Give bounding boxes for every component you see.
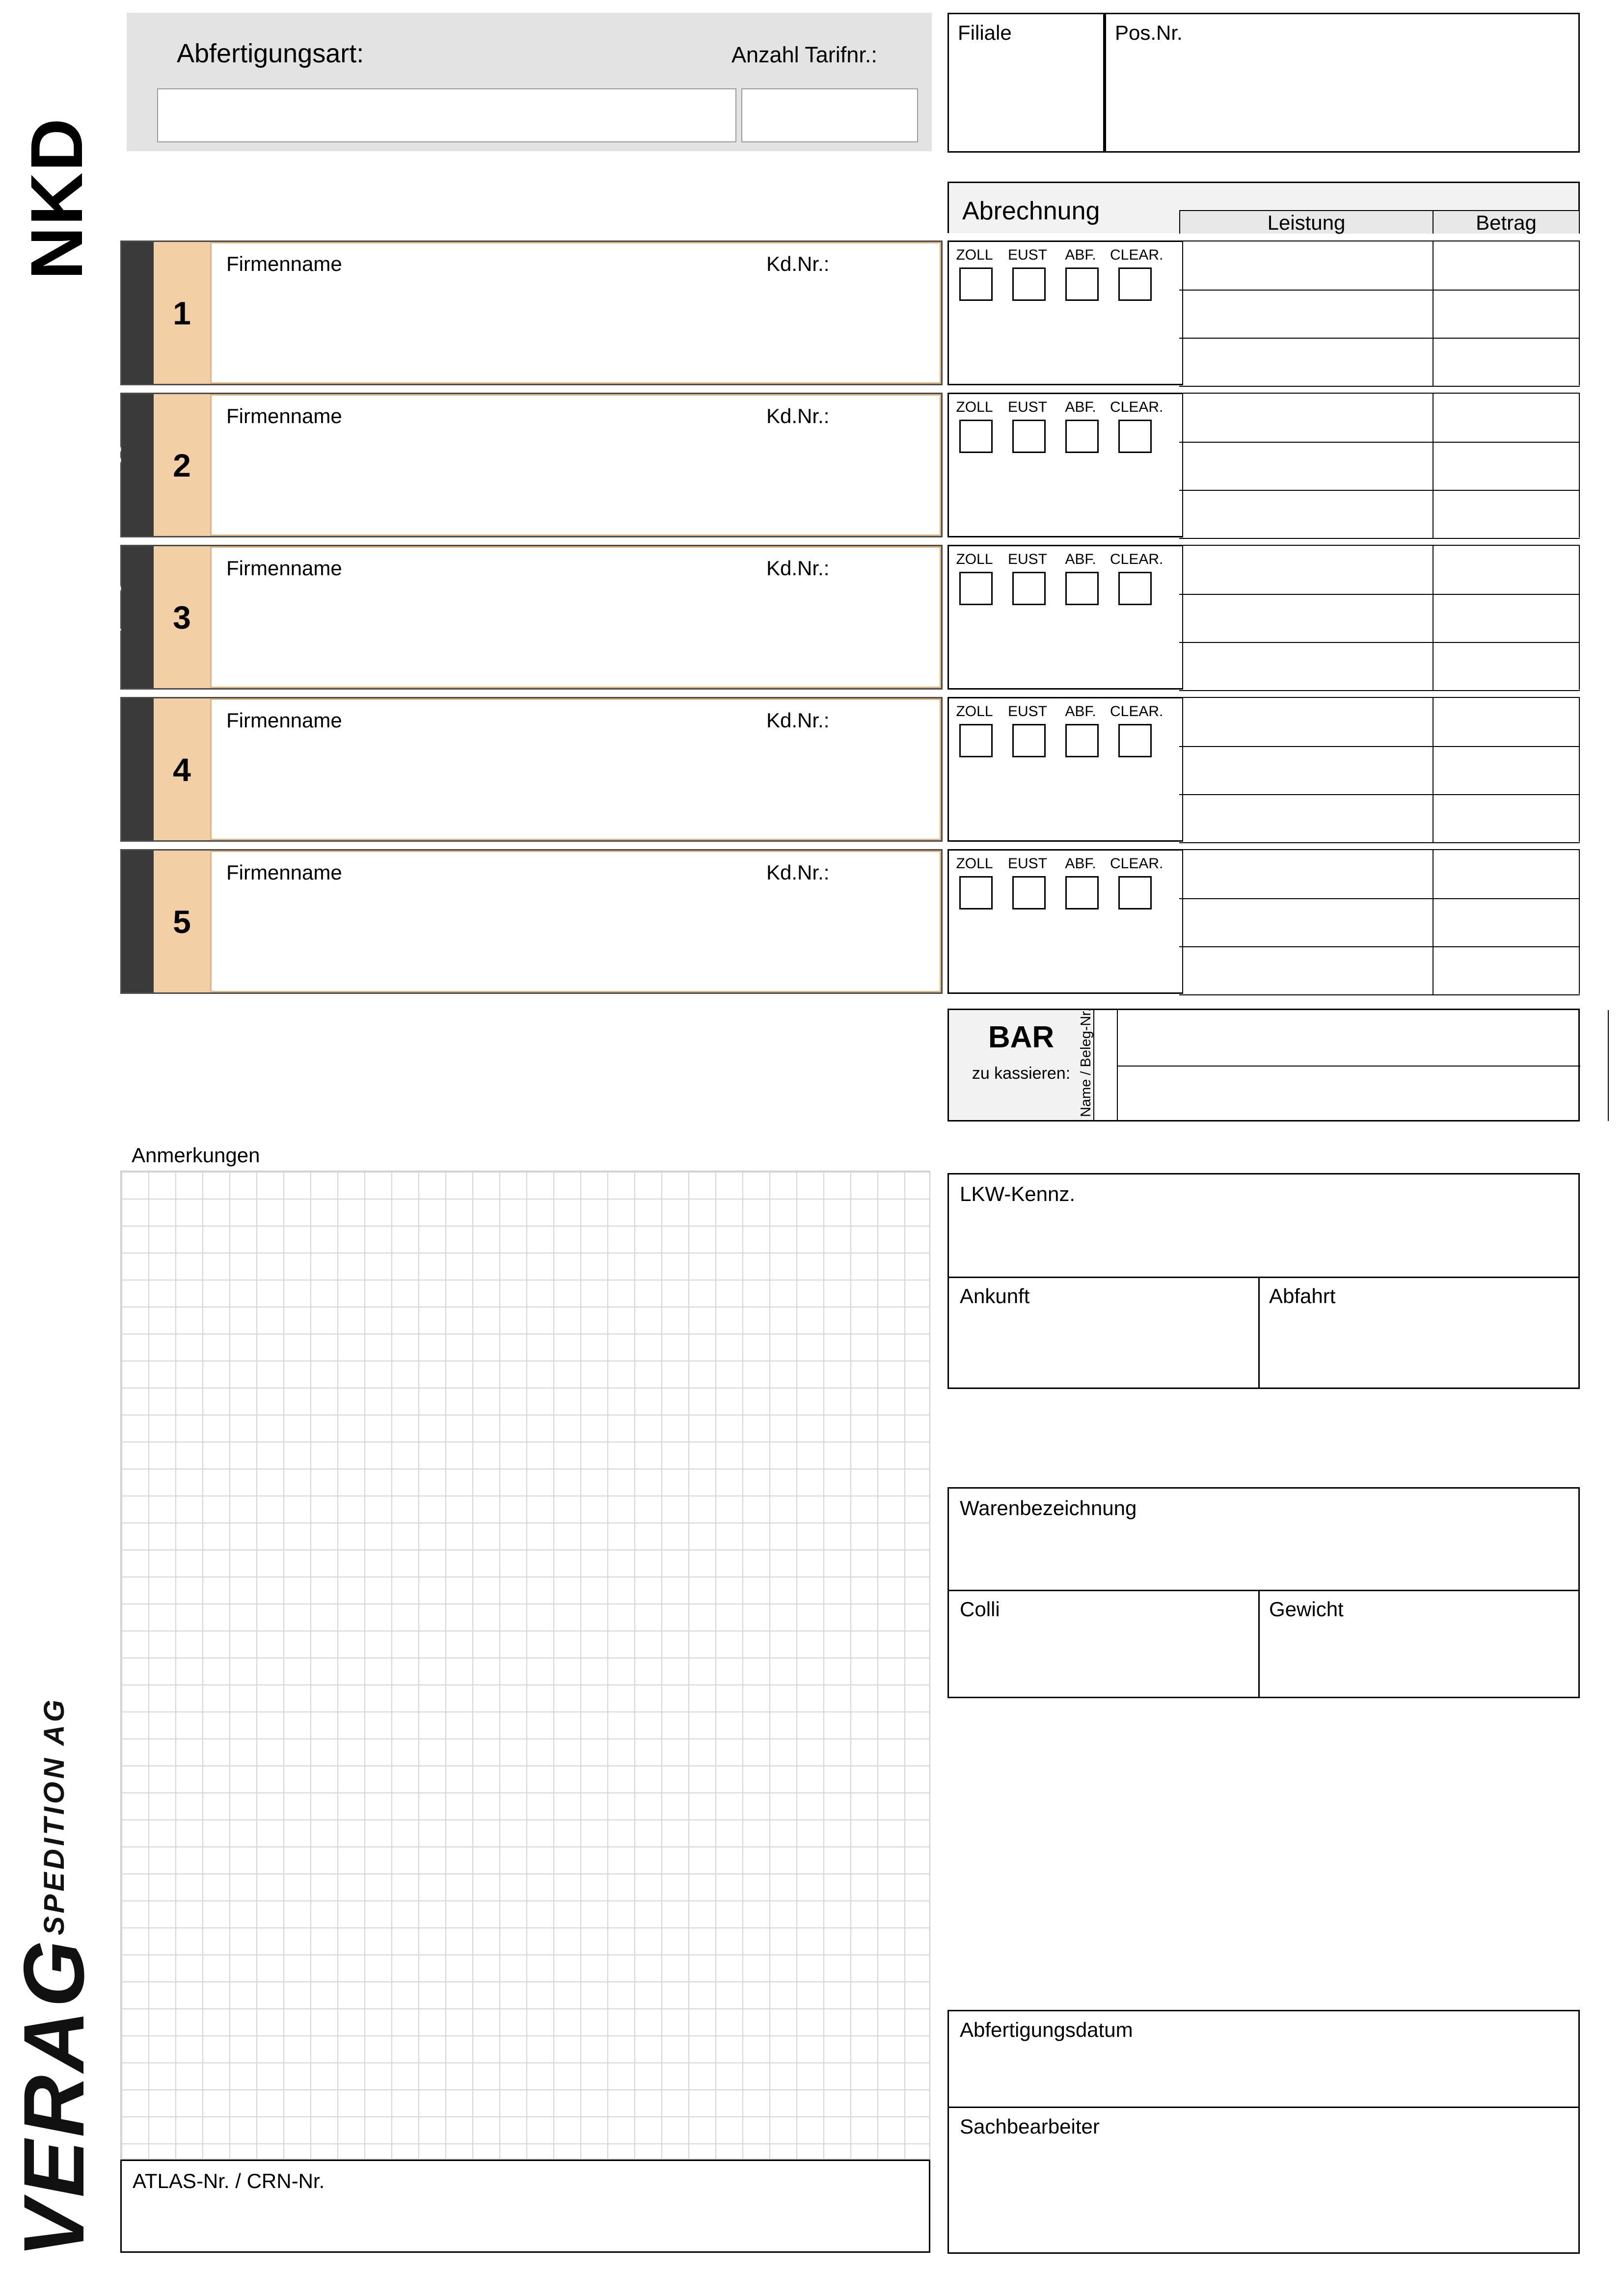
party-role-label: Frachtführer [100, 864, 121, 971]
checkbox-label-zoll: ZOLL [956, 551, 993, 567]
checkbox-label-abf: ABF. [1065, 551, 1096, 567]
party-input-area-5[interactable] [210, 851, 941, 992]
firmenname-label: Firmenname [226, 252, 342, 275]
checkbox-label-clear: CLEAR. [1110, 247, 1164, 263]
ledger-row[interactable] [1179, 850, 1580, 899]
party-role-tab-3 [100, 546, 154, 688]
ledger-row-divider [1433, 946, 1434, 994]
party-row-1[interactable] [100, 240, 943, 385]
party-number-column-1 [154, 242, 212, 384]
goods-block-vsplit [1258, 1590, 1260, 1697]
abfertigungsdatum-label: Abfertigungsdatum [960, 2018, 1133, 2041]
ledger-row-divider [1433, 290, 1434, 338]
kdnr-label: Kd.Nr.: [766, 557, 830, 580]
checkbox-eust-row4[interactable] [1012, 724, 1046, 757]
checkbox-clear-row4[interactable] [1118, 724, 1152, 757]
checkbox-label-eust: EUST [1007, 703, 1047, 720]
ledger-row[interactable] [1179, 546, 1580, 595]
checkbox-label-clear: CLEAR. [1110, 855, 1164, 872]
party-row-3[interactable] [100, 545, 943, 690]
lkw-block-vsplit [1258, 1277, 1260, 1388]
checkbox-label-clear: CLEAR. [1110, 551, 1164, 567]
party-number-column-4 [154, 698, 212, 840]
ledger-row[interactable] [1179, 794, 1580, 843]
party-row-2[interactable] [100, 393, 943, 537]
party-input-area-2[interactable] [210, 394, 941, 536]
ledger-row[interactable] [1179, 442, 1580, 491]
verag-logo [5, 1679, 133, 2258]
checkbox-label-abf: ABF. [1065, 399, 1096, 415]
anmerkungen-grid-area[interactable] [120, 1171, 930, 2160]
ledger-row[interactable] [1179, 698, 1580, 747]
party-role-label: Empfänger [100, 565, 121, 662]
lkw-block-hsplit [949, 1277, 1578, 1278]
nkd-logo: NKD [15, 117, 98, 280]
checkbox-eust-row5[interactable] [1012, 876, 1046, 909]
checkbox-abf-row1[interactable] [1065, 267, 1099, 301]
posnr-field[interactable] [1105, 13, 1580, 153]
lkw-block [947, 1173, 1580, 1389]
posnr-label: Pos.Nr. [1115, 21, 1183, 44]
party-row-5[interactable] [100, 849, 943, 994]
abfertigungsart-label: Abfertigungsart: [177, 39, 364, 68]
checkbox-label-clear: CLEAR. [1110, 703, 1164, 720]
ledger-row[interactable] [1179, 338, 1580, 387]
ledger-row-divider [1433, 794, 1434, 842]
ledger-row[interactable] [1179, 241, 1580, 291]
bar-row-1-divider [1608, 1010, 1609, 1066]
bar-row-1[interactable] [1117, 1010, 1580, 1067]
party-number: 4 [173, 751, 191, 788]
checkbox-label-zoll: ZOLL [956, 399, 993, 415]
party-number-column-2 [154, 394, 212, 536]
kdnr-label: Kd.Nr.: [766, 709, 830, 732]
atlas-crn-label: ATLAS-Nr. / CRN-Nr. [133, 2169, 325, 2192]
kdnr-label: Kd.Nr.: [766, 252, 830, 275]
bar-vertical-label-wrap [1078, 1008, 1118, 1120]
ledger-row-divider [1433, 698, 1434, 746]
warenbezeichnung-label: Warenbezeichnung [960, 1496, 1137, 1520]
ledger-row-divider [1433, 338, 1434, 386]
checkbox-eust-row1[interactable] [1012, 267, 1046, 301]
checkbox-clear-row3[interactable] [1118, 572, 1152, 605]
anzahl-tarifnr-input[interactable] [741, 88, 918, 142]
ledger-row-divider [1433, 490, 1434, 538]
firmenname-label: Firmenname [226, 557, 342, 580]
ledger-row[interactable] [1179, 594, 1580, 643]
ledger-row-divider [1433, 898, 1434, 946]
checkbox-abf-row5[interactable] [1065, 876, 1099, 909]
kdnr-label: Kd.Nr.: [766, 404, 830, 427]
goods-block [947, 1487, 1580, 1698]
checkbox-clear-row1[interactable] [1118, 267, 1152, 301]
party-number-column-5 [154, 851, 212, 992]
column-header-leistung: Leistung [1179, 210, 1433, 234]
abfahrt-label: Abfahrt [1269, 1284, 1336, 1308]
checkbox-clear-row5[interactable] [1118, 876, 1152, 909]
column-header-betrag: Betrag [1433, 210, 1580, 234]
party-row-4[interactable] [100, 697, 943, 842]
checkbox-zoll-row4[interactable] [959, 724, 993, 757]
gewicht-label: Gewicht [1269, 1598, 1344, 1621]
abrechnung-checkbox-group-2 [947, 393, 1183, 537]
firmenname-label: Firmenname [226, 861, 342, 884]
abrechnung-checkbox-group-1 [947, 240, 1183, 385]
ledger-row-divider [1433, 746, 1434, 794]
goods-block-hsplit [949, 1590, 1578, 1591]
checkbox-label-eust: EUST [1007, 855, 1047, 872]
checkbox-label-eust: EUST [1007, 247, 1047, 263]
party-role-label: Avisierer [100, 271, 121, 347]
ankunft-label: Ankunft [960, 1284, 1030, 1308]
bar-cash-block [947, 1009, 1580, 1121]
abfertigungsdatum-field[interactable] [947, 2010, 1580, 2108]
firmenname-label: Firmenname [226, 709, 342, 732]
party-number: 3 [173, 599, 191, 636]
ledger-row[interactable] [1179, 746, 1580, 795]
ledger-rows-5 [1179, 849, 1580, 994]
bar-subtitle: zu kassieren: [972, 1064, 1071, 1083]
checkbox-label-abf: ABF. [1065, 855, 1096, 872]
abfertigungsart-input[interactable] [157, 88, 736, 142]
checkbox-label-abf: ABF. [1065, 247, 1096, 263]
checkbox-eust-row2[interactable] [1012, 420, 1046, 453]
checkbox-abf-row4[interactable] [1065, 724, 1099, 757]
kdnr-label: Kd.Nr.: [766, 861, 830, 884]
party-role-tab-1 [100, 242, 154, 384]
ledger-row-divider [1433, 394, 1434, 442]
verag-logo-sub: SPEDITION AG [38, 1697, 70, 1936]
ledger-row[interactable] [1179, 290, 1580, 339]
party-role-tab-2 [100, 394, 154, 536]
checkbox-label-abf: ABF. [1065, 703, 1096, 720]
ledger-rows-2 [1179, 393, 1580, 537]
checkbox-zoll-row3[interactable] [959, 572, 993, 605]
bar-row-2-divider [1608, 1066, 1609, 1121]
ledger-rows-3 [1179, 545, 1580, 690]
sachbearbeiter-field[interactable] [947, 2107, 1580, 2254]
checkbox-label-clear: CLEAR. [1110, 399, 1164, 415]
party-input-area-1[interactable] [210, 242, 941, 384]
abrechnung-checkbox-group-5 [947, 849, 1183, 994]
lkw-kennz-label: LKW-Kennz. [960, 1182, 1075, 1205]
ledger-rows-1 [1179, 240, 1580, 385]
checkbox-label-zoll: ZOLL [956, 703, 993, 720]
ledger-row[interactable] [1179, 490, 1580, 539]
firmenname-label: Firmenname [226, 404, 342, 427]
ledger-row[interactable] [1179, 946, 1580, 995]
checkbox-abf-row3[interactable] [1065, 572, 1099, 605]
ledger-row[interactable] [1179, 394, 1580, 443]
abrechnung-checkbox-group-4 [947, 697, 1183, 842]
ledger-row-divider [1433, 442, 1434, 490]
bar-row-2[interactable] [1117, 1066, 1580, 1121]
checkbox-label-zoll: ZOLL [956, 855, 993, 872]
bar-title: BAR [988, 1020, 1055, 1054]
party-input-area-3[interactable] [210, 546, 941, 688]
ledger-rows-4 [1179, 697, 1580, 842]
party-role-tab-4 [100, 698, 154, 840]
abrechnung-checkbox-group-3 [947, 545, 1183, 690]
checkbox-zoll-row5[interactable] [959, 876, 993, 909]
ledger-row[interactable] [1179, 642, 1580, 691]
anmerkungen-label: Anmerkungen [132, 1144, 260, 1167]
party-role-tab-5 [100, 851, 154, 992]
checkbox-clear-row2[interactable] [1118, 420, 1152, 453]
ledger-row-divider [1433, 642, 1434, 690]
checkbox-label-eust: EUST [1007, 399, 1047, 415]
checkbox-eust-row3[interactable] [1012, 572, 1046, 605]
abrechnung-title: Abrechnung [962, 197, 1100, 225]
verag-logo-main: VERAG [6, 1937, 102, 2258]
checkbox-label-zoll: ZOLL [956, 247, 993, 263]
checkbox-zoll-row2[interactable] [959, 420, 993, 453]
ledger-row-divider [1433, 546, 1434, 594]
ledger-row-divider [1433, 594, 1434, 642]
bar-left-panel [949, 1010, 1094, 1120]
filiale-field[interactable] [947, 13, 1105, 153]
party-input-area-4[interactable] [210, 698, 941, 840]
colli-label: Colli [960, 1598, 1000, 1621]
party-role-label: Auftraggeber [100, 404, 121, 518]
party-number: 2 [173, 447, 191, 483]
ledger-row-divider [1433, 850, 1434, 898]
party-number: 1 [173, 294, 191, 331]
sachbearbeiter-label: Sachbearbeiter [960, 2115, 1100, 2138]
checkbox-abf-row2[interactable] [1065, 420, 1099, 453]
bar-vertical-label: Name / Beleg-Nr. [1078, 1008, 1094, 1117]
anzahl-tarifnr-label: Anzahl Tarifnr.: [731, 42, 877, 67]
checkbox-label-eust: EUST [1007, 551, 1047, 567]
party-role-label: Absender [100, 723, 121, 808]
party-number: 5 [173, 903, 191, 940]
ledger-row-divider [1433, 241, 1434, 290]
ledger-row[interactable] [1179, 898, 1580, 947]
filiale-label: Filiale [958, 21, 1012, 44]
party-number-column-3 [154, 546, 212, 688]
checkbox-zoll-row1[interactable] [959, 267, 993, 301]
